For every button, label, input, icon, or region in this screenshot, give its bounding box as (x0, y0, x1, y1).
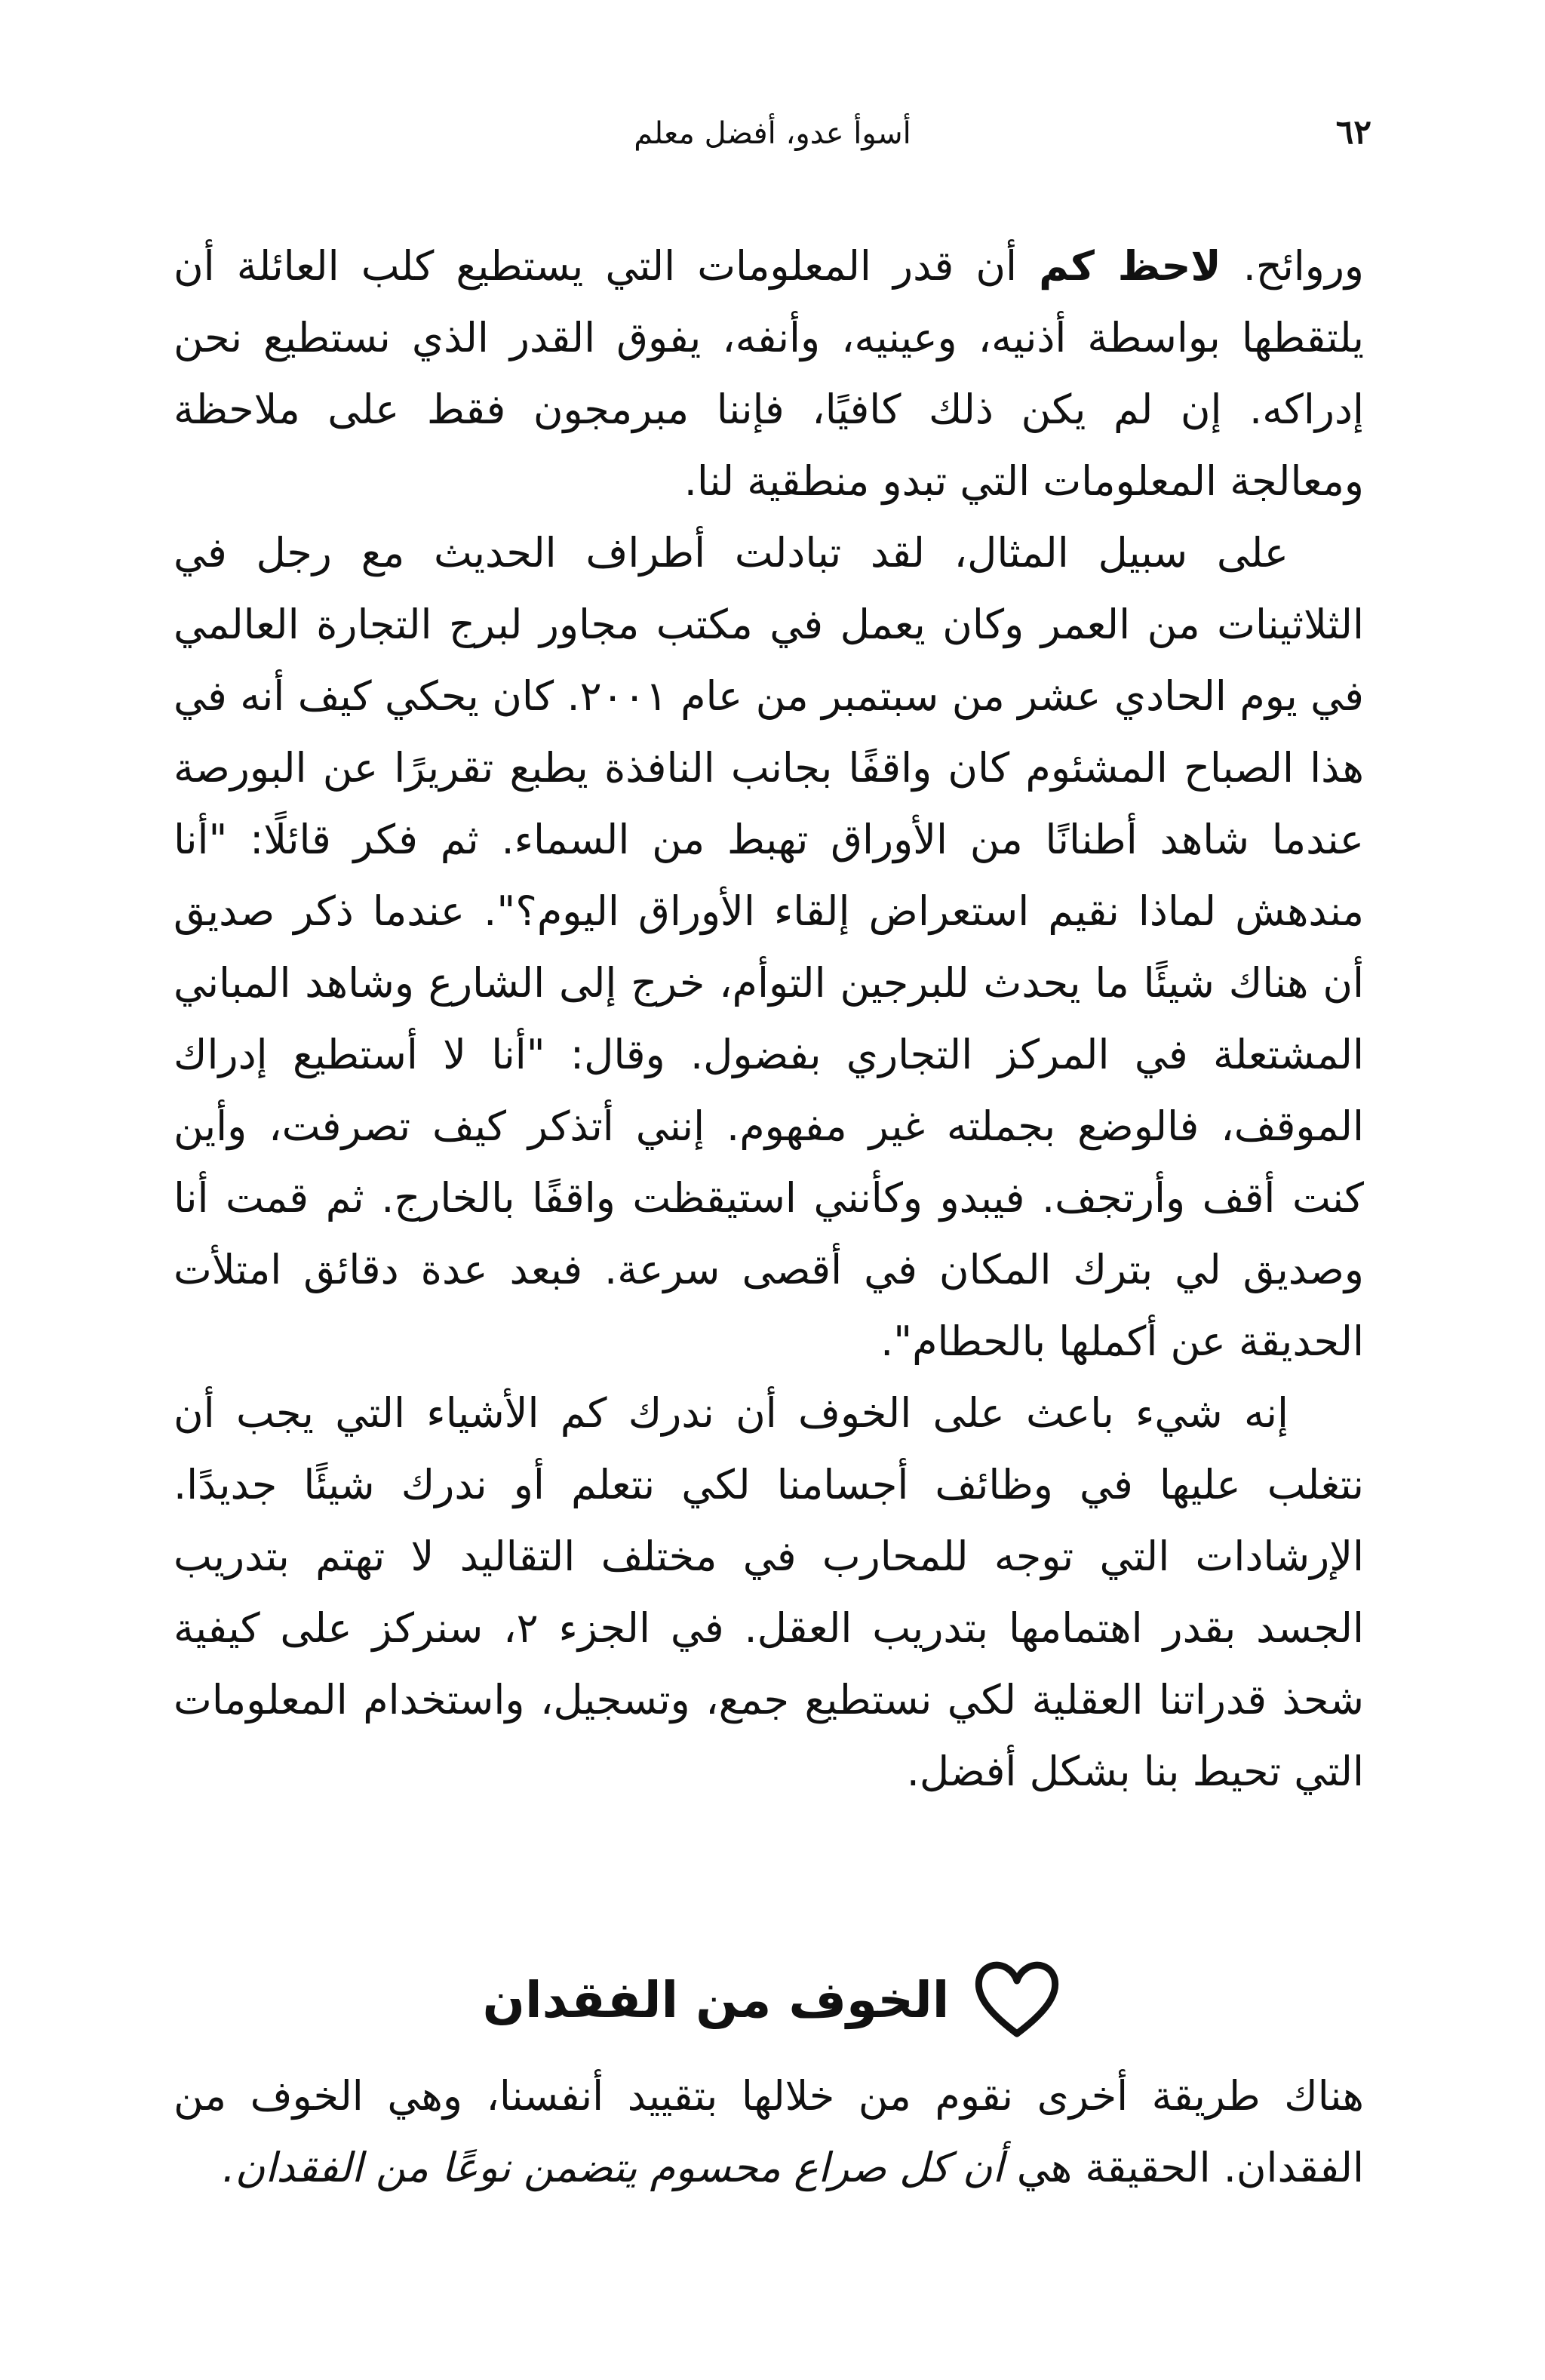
body-text-bottom (174, 2060, 1364, 2203)
paragraph-1-rest: أن قدر المعلومات التي يستطيع كلب العائلة أن يلتقطها بواسطة أذنيه، وعينيه، وأنفه، يفوق القدر الذي نستطيع نحن إدراكه. إن لم يكن ذلك كافيًا، فإننا مبرمجون فقط على ملاحظة ومعالجة المعلومات التي تبدو منطقية لنا. (174, 242, 1364, 505)
running-title: أسوأ عدو، أفضل معلم (634, 116, 911, 151)
paragraph-2: على سبيل المثال، لقد تبادلت أطراف الحديث مع رجل في الثلاثينات من العمر وكان يعمل في مكتب مجاور لبرج التجارة العالمي في يوم الحادي عشر من سبتمبر من عام ٢٠٠١. كان يحكي كيف أنه في هذا الصباح المشئوم كان واقفًا بجانب النافذة يطبع تقريرًا عن البورصة عندما شاهد أطنانًا من الأوراق تهبط من السماء. ثم فكر قائلًا: "أنا مندهش لماذا نقيم استعراض إلقاء الأوراق اليوم؟". عندما ذكر صديق أن هناك شيئًا ما يحدث للبرجين التوأم، خرج إلى الشارع وشاهد المباني المشتعلة في المركز التجاري بفضول. وقال: "أنا لا أستطيع إدراك الموقف، فالوضع بجملته غير مفهوم. إنني أتذكر كيف تصرفت، وأين كنت أقف وأرتجف. فيبدو وكأنني استيقظت واقفًا بالخارج. ثم قمت أنا وصديق لي بترك المكان في أقصى سرعة. فبعد عدة دقائق امتلأت الحديقة عن أكملها بالحطام". (174, 529, 1364, 1365)
paragraph-1-bold: لاحظ كم (1039, 242, 1221, 290)
paragraph-3: إنه شيء باعث على الخوف أن ندرك كم الأشياء التي يجب أن نتغلب عليها في وظائف أجسامنا لكي نتعلم أو ندرك شيئًا جديدًا. الإرشادات التي توجه للمحارب في مختلف التقاليد لا تهتم بتدريب الجسد بقدر اهتمامها بتدريب العقل. في الجزء ٢، سنركز على كيفية شحذ قدراتنا العقلية لكي نستطيع جمع، وتسجيل، واستخدام المعلومات التي تحيط بنا بشكل أفضل. (174, 1389, 1364, 1795)
paragraph-4-text: هناك طريقة أخرى نقوم من خلالها بتقييد أنفسنا، وهي الخوف من الفقدان. الحقيقة هي (174, 2072, 1364, 2191)
paragraph-1 (174, 230, 1364, 517)
section-title: الخوف من الفقدان (482, 1970, 950, 2029)
section-heading (174, 1954, 1371, 2045)
paragraph-4 (174, 2060, 1364, 2203)
paragraph-1-lead: وروائح. (1221, 242, 1365, 290)
running-header (174, 113, 1371, 166)
paragraph-4-italic: أن كل صراع محسوم يتضمن نوعًا من الفقدان. (222, 2144, 1004, 2191)
body-text-top (174, 230, 1364, 1807)
page-number: ٦٢ (1335, 113, 1371, 152)
heart-outline-icon (972, 1958, 1062, 2041)
